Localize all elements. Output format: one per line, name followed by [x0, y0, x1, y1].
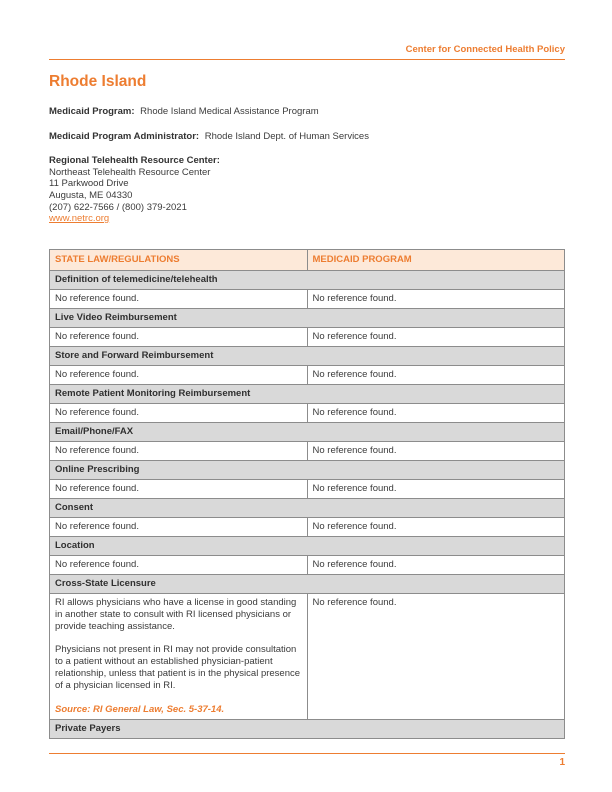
- table-section-row: [50, 719, 565, 738]
- page-title: Rhode Island: [49, 73, 147, 90]
- cell-state-law: [50, 517, 308, 536]
- cell-paragraph: No reference found.: [55, 292, 139, 304]
- policy-table: [49, 249, 565, 739]
- section-label: Online Prescribing: [50, 460, 565, 479]
- column-header-state-law: STATE LAW/REGULATIONS: [50, 249, 308, 270]
- cell-state-law: [50, 479, 308, 498]
- rtrc-address-line2: Augusta, ME 04330: [49, 189, 133, 201]
- table-section-row: [50, 422, 565, 441]
- medicaid-program-value: Rhode Island Medical Assistance Program: [140, 106, 319, 117]
- table-section-row: [50, 308, 565, 327]
- table-content-row: [50, 365, 565, 384]
- section-label: Email/Phone/FAX: [50, 422, 565, 441]
- cell-paragraph: No reference found.: [312, 558, 397, 570]
- section-label: Consent: [50, 498, 565, 517]
- cell-paragraph: No reference found.: [55, 444, 139, 456]
- cell-paragraph: No reference found.: [312, 482, 397, 494]
- rtrc-name: Northeast Telehealth Resource Center: [49, 166, 211, 178]
- cell-medicaid-program: [307, 289, 565, 308]
- cell-paragraph: No reference found.: [55, 406, 139, 418]
- medicaid-program-label: Medicaid Program:: [49, 106, 135, 117]
- table-section-row: [50, 346, 565, 365]
- table-content-row: [50, 403, 565, 422]
- cell-paragraph: No reference found.: [55, 482, 139, 494]
- cell-paragraph: No reference found.: [55, 520, 139, 532]
- cell-paragraph: Physicians not present in RI may not provide consultation to a patient without an established physician-patient relationship, unless that patient is in the physical presence of a physician licensed in RI.: [55, 644, 301, 692]
- section-label: Definition of telemedicine/telehealth: [50, 270, 565, 289]
- table-content-row: [50, 441, 565, 460]
- section-label: Location: [50, 536, 565, 555]
- table-section-row: [50, 384, 565, 403]
- cell-state-law: [50, 327, 308, 346]
- table-section-row: [50, 574, 565, 593]
- table-content-row: [50, 517, 565, 536]
- cell-medicaid-program: [307, 593, 565, 719]
- table-section-row: [50, 270, 565, 289]
- rtrc-phone: (207) 622-7566 / (800) 379-2021: [49, 201, 187, 213]
- administrator-label: Medicaid Program Administrator:: [49, 130, 200, 142]
- cell-paragraph: No reference found.: [312, 596, 397, 608]
- table-content-row: [50, 479, 565, 498]
- source-citation: Source: RI General Law, Sec. 5-37-14.: [55, 703, 225, 715]
- rtrc-block: [49, 155, 565, 225]
- cell-medicaid-program: [307, 441, 565, 460]
- rtrc-address-line1: 11 Parkwood Drive: [49, 178, 129, 190]
- info-block: [49, 106, 565, 225]
- cell-state-law: [50, 365, 308, 384]
- cell-medicaid-program: [307, 479, 565, 498]
- cell-paragraph: RI allows physicians who have a license in good standing in another state to consult with RI licensed physicians or provide teaching assistance.: [55, 596, 297, 632]
- cell-medicaid-program: [307, 517, 565, 536]
- page-footer: [49, 753, 565, 768]
- org-name: Center for Connected Health Policy: [49, 44, 565, 60]
- table-content-row: [50, 593, 565, 719]
- cell-paragraph: No reference found.: [312, 368, 397, 380]
- section-label: Live Video Reimbursement: [50, 308, 565, 327]
- table-content-row: [50, 289, 565, 308]
- cell-state-law: [50, 441, 308, 460]
- cell-paragraph: No reference found.: [312, 444, 397, 456]
- cell-paragraph: No reference found.: [55, 558, 139, 570]
- section-label: Private Payers: [50, 719, 565, 738]
- cell-paragraph: No reference found.: [312, 330, 397, 342]
- section-label: Store and Forward Reimbursement: [50, 346, 565, 365]
- administrator-value: Rhode Island Dept. of Human Services: [204, 130, 369, 142]
- medicaid-program-line: [49, 106, 565, 118]
- cell-paragraph: No reference found.: [312, 292, 397, 304]
- cell-paragraph: No reference found.: [55, 368, 139, 380]
- cell-medicaid-program: [307, 555, 565, 574]
- table-content-row: [50, 327, 565, 346]
- cell-paragraph: No reference found.: [55, 330, 139, 342]
- cell-paragraph: No reference found.: [312, 406, 397, 418]
- section-label: Remote Patient Monitoring Reimbursement: [50, 384, 565, 403]
- table-section-row: [50, 536, 565, 555]
- page-number: 1: [559, 757, 565, 768]
- cell-medicaid-program: [307, 327, 565, 346]
- column-header-medicaid: MEDICAID PROGRAM: [307, 249, 565, 270]
- cell-state-law: [50, 289, 308, 308]
- cell-state-law: [50, 555, 308, 574]
- table-header-row: [50, 249, 565, 270]
- table-content-row: [50, 555, 565, 574]
- section-label: Cross-State Licensure: [50, 574, 565, 593]
- rtrc-label: Regional Telehealth Resource Center:: [49, 155, 220, 167]
- administrator-line: [49, 131, 565, 143]
- cell-medicaid-program: [307, 365, 565, 384]
- table-section-row: [50, 498, 565, 517]
- cell-paragraph: No reference found.: [312, 520, 397, 532]
- cell-state-law: [50, 403, 308, 422]
- netrc-link[interactable]: www.netrc.org: [49, 213, 110, 225]
- cell-medicaid-program: [307, 403, 565, 422]
- cell-state-law: [50, 593, 308, 719]
- table-section-row: [50, 460, 565, 479]
